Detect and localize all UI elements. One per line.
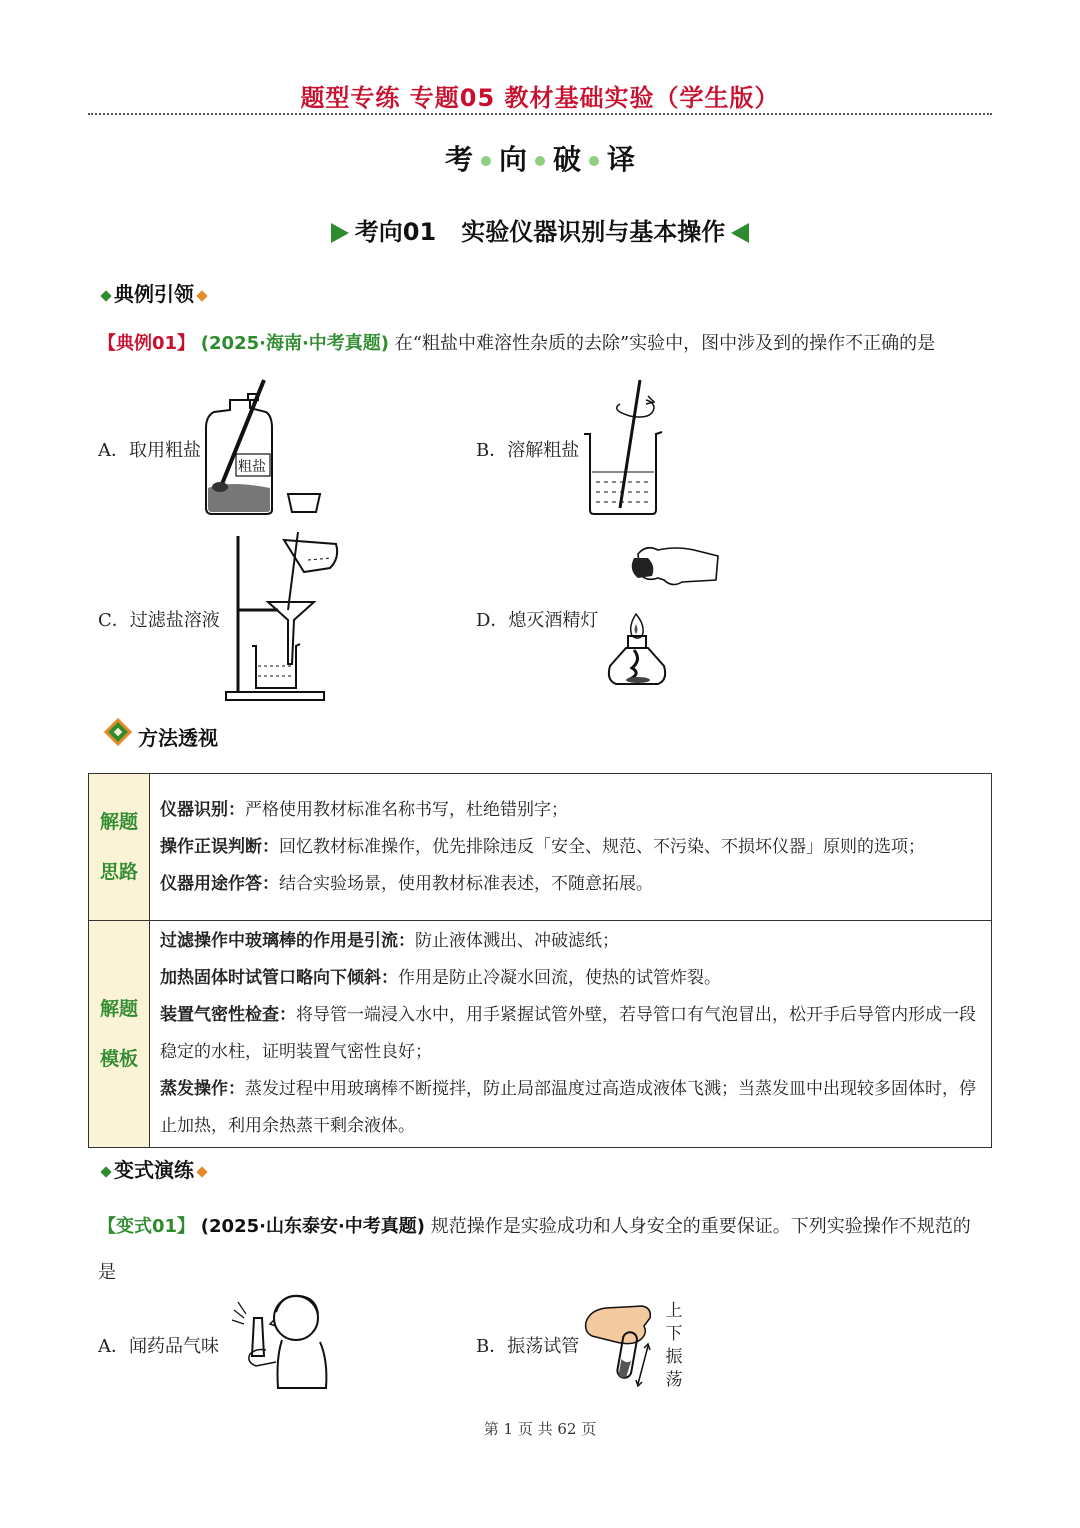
shake-label-char: 下 <box>665 1324 683 1344</box>
method-keyword: 过滤操作中玻璃棒的作用是引流： <box>160 931 415 951</box>
table-row <box>89 921 992 1148</box>
variant-heading-text: 变式演练 <box>114 1158 194 1182</box>
figure-smelling-boy <box>226 1288 338 1398</box>
diamond-icon <box>100 290 111 301</box>
variant-source: (2025·山东泰安·中考真题) <box>200 1216 426 1237</box>
topic-heading <box>0 212 1080 247</box>
variant-option-a-label: A．闻药品气味 <box>98 1336 219 1357</box>
method-text: 严格使用教材标准名称书写，杜绝错别字； <box>245 799 568 820</box>
row-label <box>89 774 150 921</box>
dot-icon <box>589 156 599 166</box>
row-label-line: 解题 <box>99 998 138 1020</box>
method-table <box>88 773 992 1148</box>
diamond-icon <box>100 1166 111 1177</box>
section-char: 向 <box>498 143 527 176</box>
example-question-text: 在“粗盐中难溶性杂质的去除”实验中，图中涉及到的操作不正确的是 <box>394 333 936 354</box>
diamond-icon <box>196 290 207 301</box>
example-question <box>98 329 988 359</box>
method-item <box>160 866 981 903</box>
figure-d-alcohol-lamp <box>598 540 728 690</box>
section-char: 破 <box>553 143 582 176</box>
dot-icon <box>535 156 545 166</box>
method-text: 蒸发过程中用玻璃棒不断搅拌，防止局部温度过高造成液体飞溅；当蒸发皿中出现较多固体时，停止加热，利用余热蒸干剩余液体。 <box>160 1079 976 1136</box>
shake-label-char: 荡 <box>665 1370 683 1390</box>
arrow-right-icon <box>331 223 349 243</box>
row-content <box>150 921 992 1148</box>
method-text: 结合实验场景，使用教材标准表述，不随意拓展。 <box>279 873 653 894</box>
document-header-title: 题型专练 专题05 教材基础实验（学生版） <box>300 84 780 112</box>
method-heading: 方法透视 <box>138 726 218 750</box>
variant-question-text: 规范操作是实验成功和人身安全的重要保证。下列实验操作不规范的是 <box>98 1216 971 1283</box>
method-text: 将导管一端浸入水中，用手紧握试管外壁，若导管口有气泡冒出，松开手后导管内形成一段稳定的水柱，证明装置气密性良好； <box>160 1005 976 1062</box>
option-c-label: C．过滤盐溶液 <box>98 610 220 631</box>
section-title <box>0 138 1080 178</box>
dot-icon <box>481 156 491 166</box>
method-keyword: 蒸发操作： <box>160 1079 245 1099</box>
method-text: 作用是防止冷凝水回流，使热的试管炸裂。 <box>398 968 721 988</box>
example-heading-text: 典例引领 <box>114 282 194 306</box>
page-footer: 第 1 页 共 62 页 <box>483 1420 597 1438</box>
method-keyword: 仪器用途作答： <box>160 873 279 894</box>
variant-question <box>98 1204 988 1296</box>
example-heading <box>98 278 210 307</box>
variant-heading <box>98 1154 210 1183</box>
method-keyword: 操作正误判断： <box>160 836 279 857</box>
shake-label <box>664 1300 684 1392</box>
header-divider <box>88 113 992 115</box>
figure-b-beaker-stirring <box>580 376 670 521</box>
topic-title: 实验仪器识别与基本操作 <box>461 218 726 246</box>
method-keyword: 仪器识别： <box>160 799 245 820</box>
method-keyword: 装置气密性检查： <box>160 1005 296 1025</box>
example-tag: 【典例01】 <box>98 333 196 354</box>
section-char: 译 <box>607 143 636 176</box>
row-label <box>89 921 150 1148</box>
bottle-label: 粗盐 <box>238 459 266 475</box>
topic-label: 考向01 <box>354 218 437 246</box>
figure-c-filtration <box>222 528 352 706</box>
table-row <box>89 774 992 921</box>
method-item <box>160 792 981 829</box>
shake-label-char: 振 <box>665 1347 683 1367</box>
variant-option-b-label: B．振荡试管 <box>476 1336 580 1357</box>
method-item <box>160 997 981 1071</box>
option-a-label: A．取用粗盐 <box>98 440 201 461</box>
method-item <box>160 960 981 997</box>
option-b-label: B．溶解粗盐 <box>476 440 580 461</box>
method-badge-icon <box>98 716 138 752</box>
method-text: 防止液体溅出、冲破滤纸； <box>415 931 619 951</box>
example-source: (2025·海南·中考真题) <box>200 333 390 354</box>
row-label-line: 模板 <box>99 1048 138 1070</box>
row-label-line: 思路 <box>99 861 138 883</box>
diamond-icon <box>196 1166 207 1177</box>
method-item <box>160 923 981 960</box>
method-keyword: 加热固体时试管口略向下倾斜： <box>160 968 398 988</box>
row-content <box>150 774 992 921</box>
method-text: 回忆教材标准操作，优先排除违反「安全、规范、不污染、不损坏仪器」原则的选项； <box>279 836 925 857</box>
method-item <box>160 1071 981 1145</box>
option-d-label: D．熄灭酒精灯 <box>476 610 599 631</box>
row-label-line: 解题 <box>99 811 138 833</box>
variant-tag: 【变式01】 <box>98 1216 196 1237</box>
arrow-left-icon <box>731 223 749 243</box>
section-char: 考 <box>444 143 473 176</box>
figure-shaking-tube <box>582 1296 662 1388</box>
figure-a-reagent-bottle <box>200 372 330 522</box>
shake-label-char: 上 <box>665 1301 683 1321</box>
method-item <box>160 829 981 866</box>
